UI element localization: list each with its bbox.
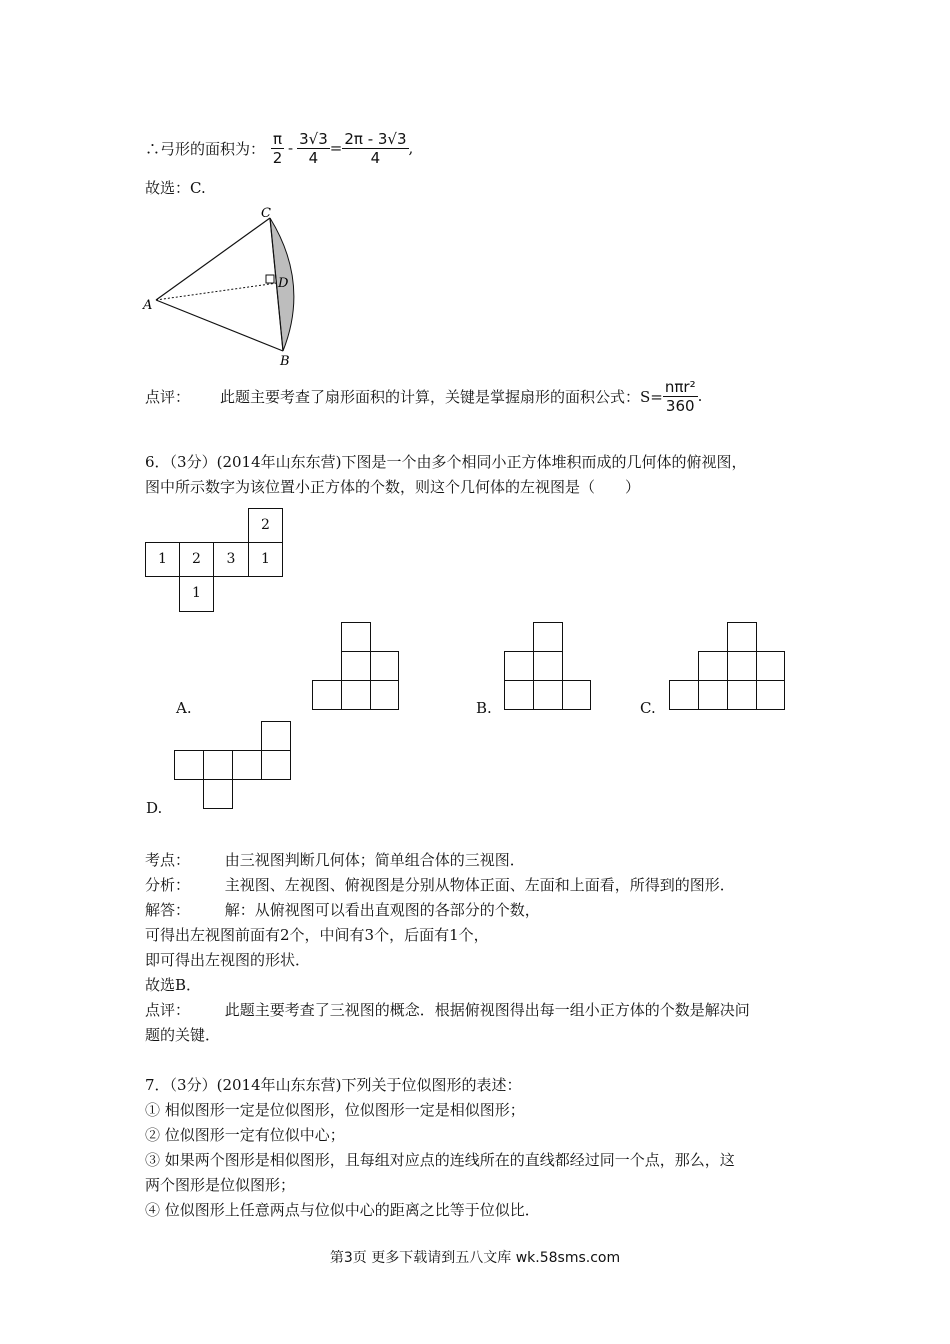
square <box>727 622 757 652</box>
q7-item4: ④ 位似图形上任意两点与位似中心的距离之比等于位似比． <box>145 1201 540 1219</box>
fenxi-row <box>145 874 735 895</box>
grid-cell: 2 <box>179 542 214 577</box>
kaodian-label: 考点： <box>145 851 191 869</box>
grid-cell: 1 <box>248 542 283 577</box>
review-q5 <box>145 373 702 419</box>
q7-line1: 7．（3分）(2014年山东东营)下列关于位似图形的表述： <box>145 1076 522 1094</box>
fenxi-label: 分析： <box>145 876 191 894</box>
solve-line3: 即可得出左视图的形状． <box>145 951 311 969</box>
review-label: 点评： <box>145 387 191 406</box>
square <box>533 680 563 710</box>
option-d-label[interactable]: D. <box>146 799 163 817</box>
square <box>312 680 342 710</box>
period: . <box>697 387 703 405</box>
dianping-row <box>145 999 750 1020</box>
label-b: B <box>280 354 290 368</box>
q6-line1: 6．（3分）(2014年山东东营)下图是一个由多个相同小正方体堆积而成的几何体的俯视图， <box>145 453 747 471</box>
comma: , <box>408 139 414 157</box>
grid-cell: 3 <box>213 542 249 577</box>
sector-figure <box>140 203 310 368</box>
square <box>756 680 785 710</box>
square <box>341 622 371 652</box>
fraction-result: $\frac{2\pi - 3√3}{4}$ <box>344 129 407 167</box>
dianping-line2: 题的关键． <box>145 1026 221 1044</box>
kaodian-text: 由三视图判断几何体；简单组合体的三视图． <box>224 851 525 869</box>
jieda-row <box>145 899 540 920</box>
label-d: D <box>278 276 289 291</box>
square <box>727 651 757 681</box>
q7-item2: ② 位似图形一定有位似中心； <box>145 1126 345 1144</box>
height-ad <box>156 283 277 300</box>
label-c: C <box>261 206 271 221</box>
square <box>174 750 204 780</box>
review-text: 此题主要考查了扇形面积的计算，关键是掌握扇形的面积公式：S= <box>220 387 663 406</box>
solve-line4: 故选B． <box>145 976 202 994</box>
dianping-label: 点评： <box>145 1001 191 1019</box>
option-c-label[interactable]: C. <box>640 699 656 717</box>
square <box>756 651 785 681</box>
grid-cell: 2 <box>248 508 283 543</box>
square <box>341 651 371 681</box>
option-a-label[interactable]: A. <box>176 699 192 717</box>
fraction-pi-over-2: $\frac{\pi}{2}$ <box>272 129 283 167</box>
jieda-label: 解答： <box>145 901 191 919</box>
side-ab <box>156 300 283 351</box>
square <box>370 651 399 681</box>
q7-item3a: ③ 如果两个图形是相似图形，且每组对应点的连线所在的直线都经过同一个点，那么，这 <box>145 1151 735 1169</box>
square <box>562 680 591 710</box>
side-ac <box>156 218 270 300</box>
square <box>504 680 534 710</box>
square <box>232 750 262 780</box>
square <box>370 680 399 710</box>
square <box>698 680 728 710</box>
q7-item1: ① 相似图形一定是位似图形，位似图形一定是相似图形； <box>145 1101 525 1119</box>
square <box>203 779 233 809</box>
square <box>698 651 728 681</box>
grid-cell: 1 <box>179 576 214 612</box>
kaodian-row <box>145 849 525 870</box>
square <box>727 680 757 710</box>
square <box>533 622 563 652</box>
grid-cell: 1 <box>145 542 180 577</box>
dianping-text: 此题主要考查了三视图的概念．根据俯视图得出每一组小正方体的个数是解决问 <box>224 1001 750 1019</box>
square <box>261 721 291 751</box>
square <box>533 651 563 681</box>
solve-line2: 可得出左视图前面有2个，中间有3个，后面有1个， <box>145 926 489 944</box>
fraction-3root3-over-4: $\frac{3√3}{4}$ <box>299 129 328 167</box>
area-formula-line <box>145 125 413 171</box>
q6-line2: 图中所示数字为该位置小正方体的个数，则这个几何体的左视图是（ ） <box>145 478 641 496</box>
equals-sign: = <box>329 139 343 157</box>
square <box>341 680 371 710</box>
q7-item3b: 两个图形是位似图形； <box>145 1176 296 1194</box>
square <box>203 750 233 780</box>
sector-area-fraction: $\frac{\text{nπr²}}{360}$ <box>664 377 696 415</box>
label-a: A <box>143 298 153 313</box>
fenxi-text: 主视图、左视图、俯视图是分别从物体正面、左面和上面看，所得到的图形． <box>224 876 735 894</box>
area-prefix: ∴弓形的面积为： <box>145 139 266 158</box>
page-footer: 第3页 更多下载请到五八文库 wk.58sms.com <box>329 1250 621 1266</box>
square <box>669 680 699 710</box>
square <box>261 750 291 780</box>
jieda-text: 解：从俯视图可以看出直观图的各部分的个数， <box>224 901 540 919</box>
square <box>504 651 534 681</box>
answer-q5: 故选：C. <box>145 179 206 197</box>
option-b-label[interactable]: B. <box>476 699 492 717</box>
right-angle-mark <box>266 275 274 283</box>
minus-sign: - <box>288 139 294 157</box>
